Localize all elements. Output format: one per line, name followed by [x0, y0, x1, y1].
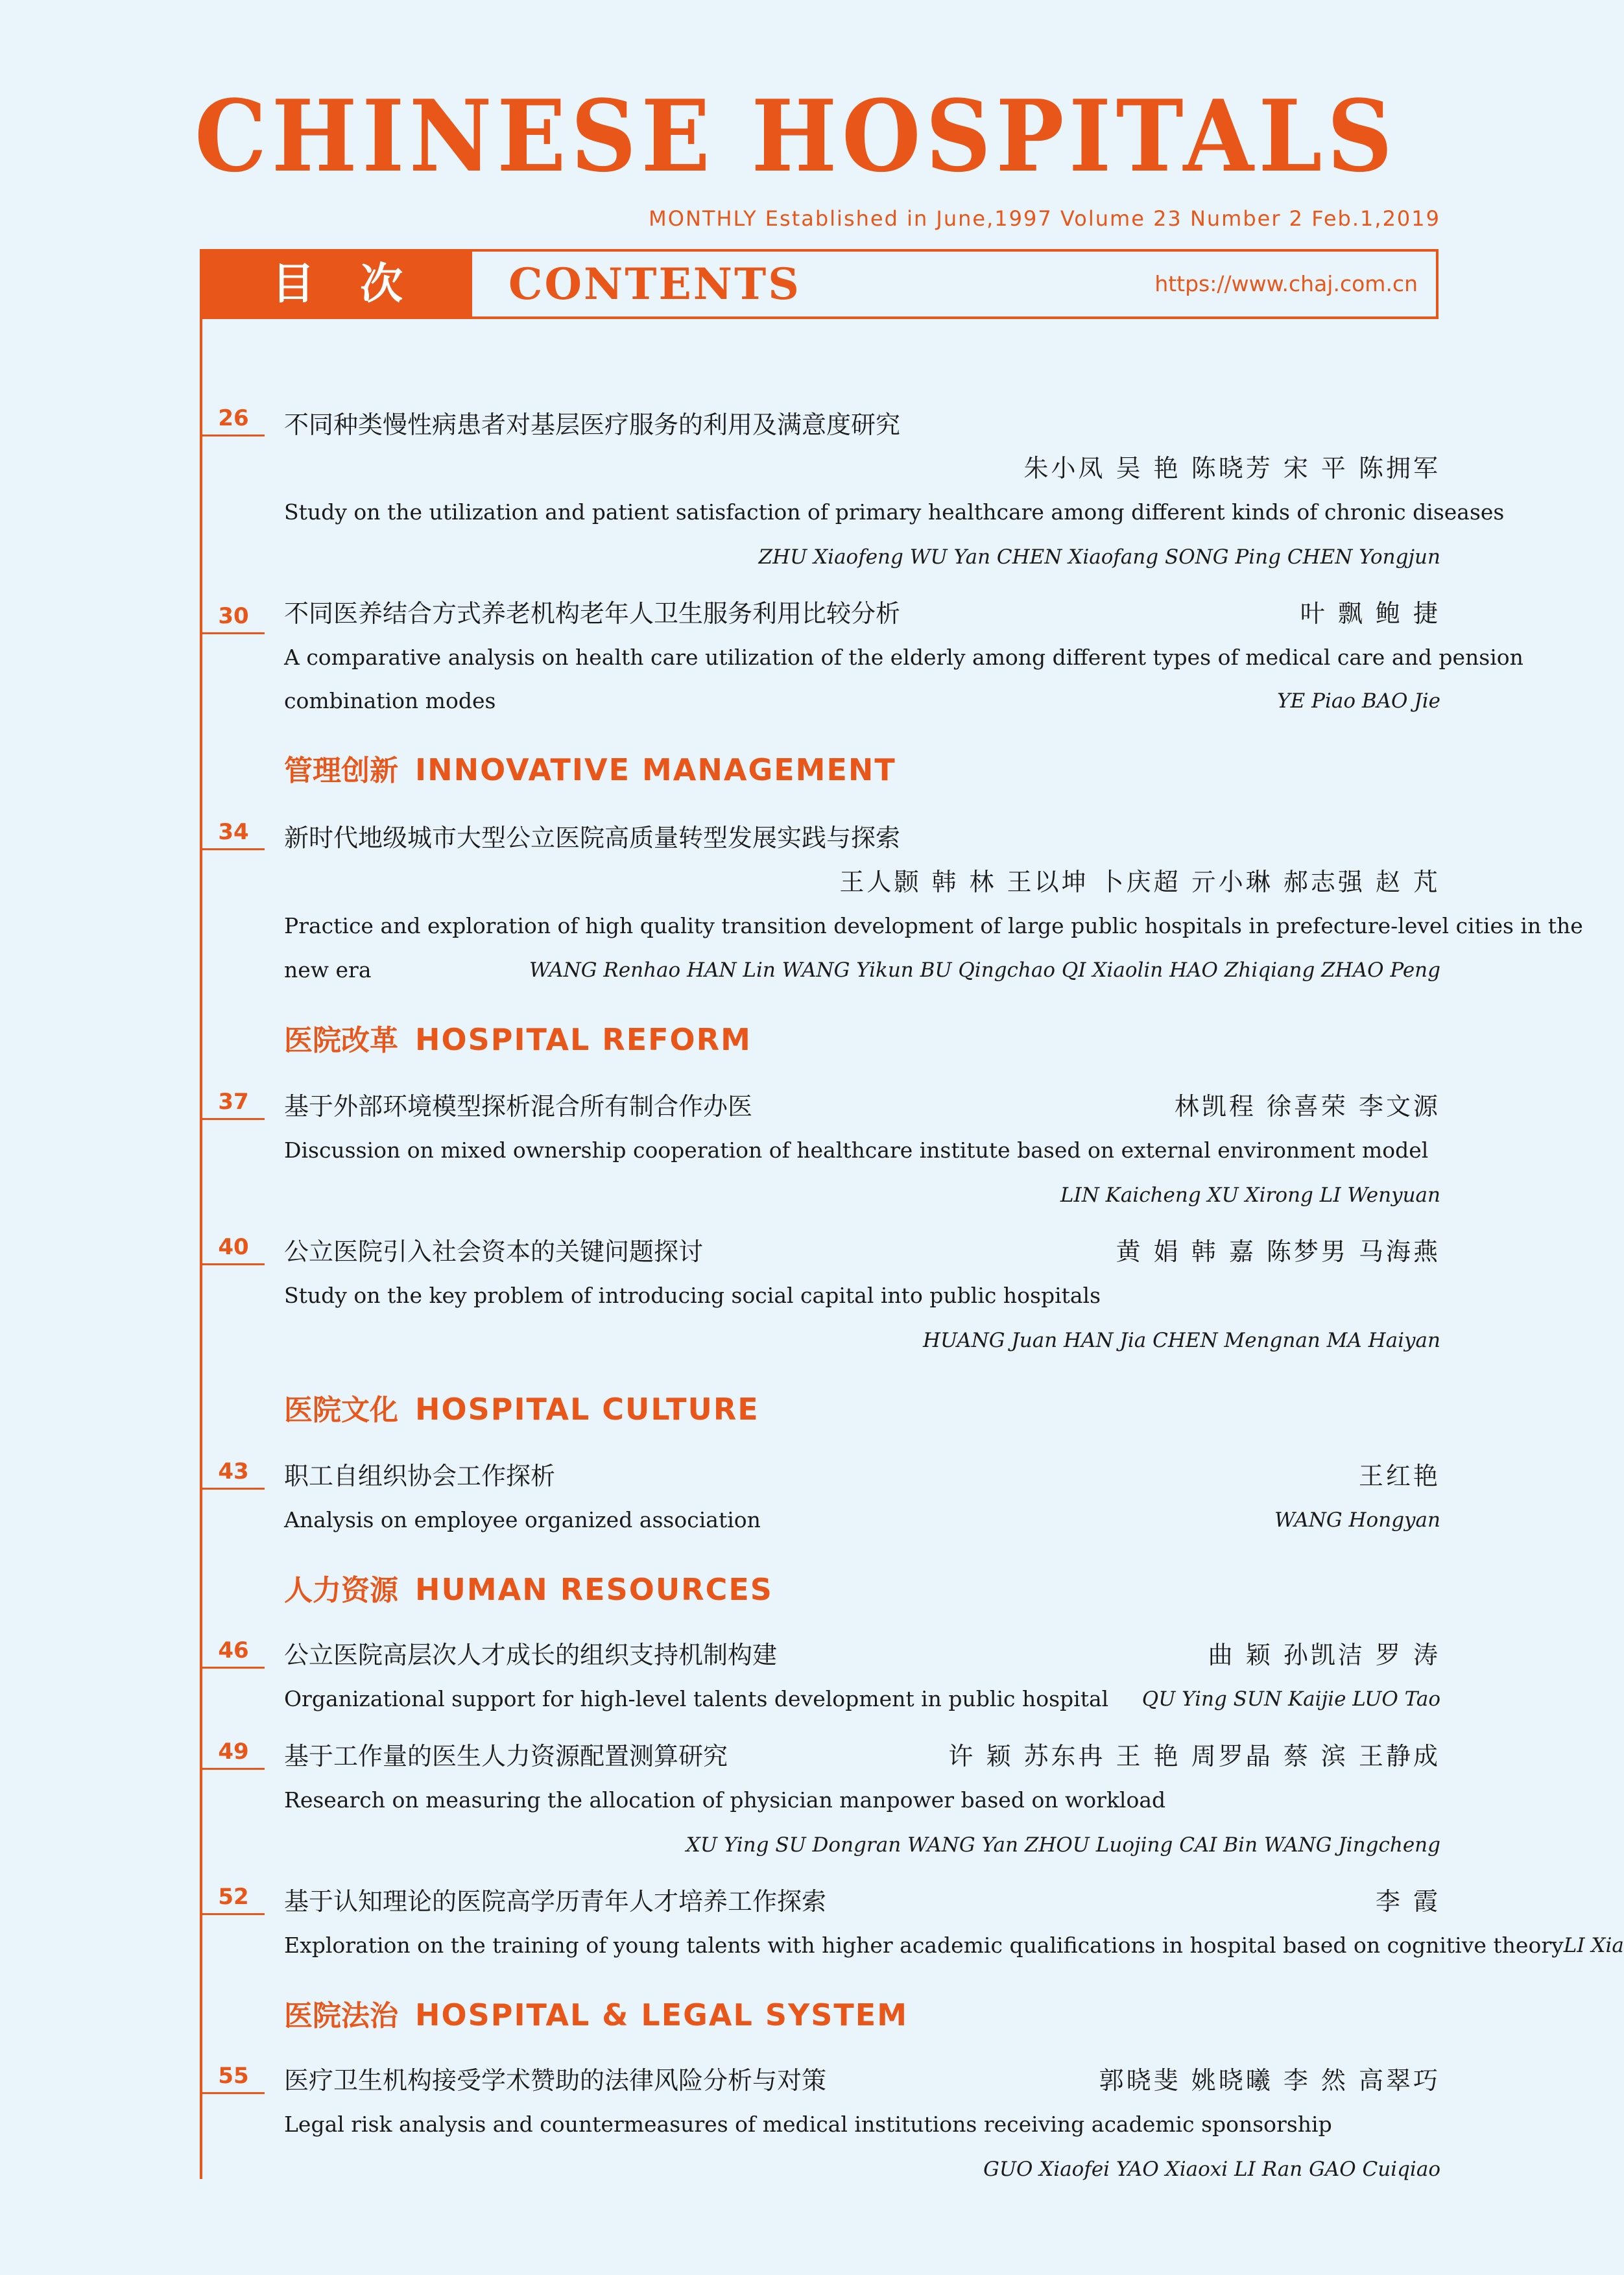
article-title-en[interactable]: Analysis on employee organized association: [284, 1507, 761, 1532]
article-title-en[interactable]: Organizational support for high-level talents development in public hospital: [284, 1686, 1109, 1711]
article-title-en[interactable]: Study on the utilization and patient satisfaction of primary healthcare among different kinds of chronic diseases: [284, 499, 1505, 525]
page-number: 34: [202, 816, 265, 850]
article-authors-cn: 许 颖 苏东冉 王 艳 周罗晶 蔡 滨 王静成: [948, 1742, 1440, 1770]
page-number: 46: [202, 1634, 265, 1669]
page-number: 49: [202, 1735, 265, 1770]
article-title-en[interactable]: A comparative analysis on health care utilization of the elderly among different types of medical care and pension: [284, 645, 1523, 670]
article-authors-cn: 李 霞: [1375, 1887, 1440, 1916]
article-authors-en: ZHU Xiaofeng WU Yan CHEN Xiaofang SONG Ping CHEN Yongjun: [758, 545, 1440, 569]
article-title-cn[interactable]: 新时代地级城市大型公立医院高质量转型发展实践与探索: [284, 824, 901, 852]
article-authors-cn: 黄 娟 韩 嘉 陈梦男 马海燕: [1116, 1237, 1440, 1266]
section-title-en: HUMAN RESOURCES: [415, 1572, 773, 1607]
contents-cn-label: 目次: [202, 252, 472, 316]
section-heading-culture: [284, 1387, 759, 1432]
publication-info: MONTHLY Established in June,1997 Volume 23 Number 2 Feb.1,2019: [649, 206, 1440, 231]
contents-en-label: CONTENTS: [508, 259, 801, 309]
article-title-cn[interactable]: 不同医养结合方式养老机构老年人卫生服务利用比较分析: [284, 599, 901, 628]
article-authors-en: WANG Hongyan: [1274, 1508, 1440, 1532]
article-title-en[interactable]: Discussion on mixed ownership cooperation of healthcare institute based on external environment model: [284, 1138, 1429, 1163]
article-authors-en: LIN Kaicheng XU Xirong LI Wenyuan: [1060, 1184, 1440, 1207]
article-authors-en: LI Xia: [1563, 1934, 1624, 1957]
section-title-en: HOSPITAL CULTURE: [415, 1392, 759, 1427]
article-authors-cn: 林凯程 徐喜荣 李文源: [1174, 1092, 1440, 1121]
journal-title: CHINESE HOSPITALS: [195, 78, 1398, 194]
article-authors-cn: 郭晓斐 姚晓曦 李 然 高翠巧: [1099, 2066, 1440, 2095]
website-url[interactable]: https://www.chaj.com.cn: [1154, 271, 1418, 296]
page-number: 52: [202, 1881, 265, 1915]
article-title-en[interactable]: Study on the key problem of introducing social capital into public hospitals: [284, 1283, 1101, 1308]
section-title-cn: 医院文化: [284, 1394, 398, 1427]
section-title-cn: 人力资源: [284, 1574, 398, 1607]
section-heading-hr: [284, 1567, 773, 1612]
page-number: 26: [202, 402, 265, 436]
article-title-cn[interactable]: 基于工作量的医生人力资源配置测算研究: [284, 1742, 728, 1770]
article-authors-en: HUANG Juan HAN Jia CHEN Mengnan MA Haiyan: [922, 1329, 1440, 1352]
section-title-cn: 医院改革: [284, 1024, 398, 1057]
article-title-en-cont[interactable]: new era: [284, 957, 372, 983]
article-authors-en: XU Ying SU Dongran WANG Yan ZHOU Luojing CAI Bin WANG Jingcheng: [686, 1833, 1440, 1857]
article-title-cn[interactable]: 不同种类慢性病患者对基层医疗服务的利用及满意度研究: [284, 411, 901, 439]
page-number: 55: [202, 2060, 265, 2094]
section-title-en: HOSPITAL & LEGAL SYSTEM: [415, 1997, 908, 2032]
article-authors-en: GUO Xiaofei YAO Xiaoxi LI Ran GAO Cuiqiao: [983, 2158, 1440, 2181]
section-title-en: INNOVATIVE MANAGEMENT: [415, 752, 896, 787]
article-title-cn[interactable]: 基于外部环境模型探析混合所有制合作办医: [284, 1092, 753, 1121]
article-title-cn[interactable]: 基于认知理论的医院高学历青年人才培养工作探索: [284, 1887, 827, 1916]
article-authors-en: QU Ying SUN Kaijie LUO Tao: [1141, 1687, 1440, 1711]
section-heading-legal: [284, 1992, 908, 2038]
article-authors-cn: 王红艳: [1358, 1462, 1440, 1490]
page-number: 30: [202, 600, 265, 634]
article-title-en[interactable]: Exploration on the training of young talents with higher academic qualifications in hospital based on cognitive theory: [284, 1933, 1564, 1958]
article-title-en[interactable]: Practice and exploration of high quality transition development of large public hospitals in prefecture-level cities in the: [284, 913, 1583, 938]
article-title-en[interactable]: Research on measuring the allocation of physician manpower based on workload: [284, 1787, 1166, 1813]
article-title-en[interactable]: Legal risk analysis and countermeasures of medical institutions receiving academic sponsorship: [284, 2112, 1332, 2137]
page-number: 43: [202, 1455, 265, 1490]
article-title-en-cont[interactable]: combination modes: [284, 688, 496, 713]
section-heading-innovative: [284, 747, 896, 792]
article-authors-cn: 叶 飘 鲍 捷: [1300, 599, 1440, 628]
article-title-cn[interactable]: 医疗卫生机构接受学术赞助的法律风险分析与对策: [284, 2066, 827, 2095]
article-title-cn[interactable]: 职工自组织协会工作探析: [284, 1462, 556, 1490]
section-title-en: HOSPITAL REFORM: [415, 1022, 752, 1057]
section-title-cn: 管理创新: [284, 754, 398, 787]
article-authors-cn: 王人颢 韩 林 王以坤 卜庆超 亓小琳 郝志强 赵 芃: [839, 868, 1440, 896]
section-heading-reform: [284, 1017, 752, 1062]
article-title-cn[interactable]: 公立医院高层次人才成长的组织支持机制构建: [284, 1641, 778, 1669]
article-authors-cn: 朱小凤 吴 艳 陈晓芳 宋 平 陈拥军: [1023, 454, 1440, 482]
article-authors-en: WANG Renhao HAN Lin WANG Yikun BU Qingchao QI Xiaolin HAO Zhiqiang ZHAO Peng: [529, 959, 1440, 982]
page-number: 40: [202, 1231, 265, 1265]
article-title-cn[interactable]: 公立医院引入社会资本的关键问题探讨: [284, 1237, 704, 1266]
contents-bar: [200, 249, 1439, 319]
page-number: 37: [202, 1086, 265, 1120]
section-title-cn: 医院法治: [284, 1999, 398, 2032]
article-authors-en: YE Piao BAO Jie: [1277, 689, 1440, 713]
article-authors-cn: 曲 颖 孙凯洁 罗 涛: [1208, 1641, 1440, 1669]
